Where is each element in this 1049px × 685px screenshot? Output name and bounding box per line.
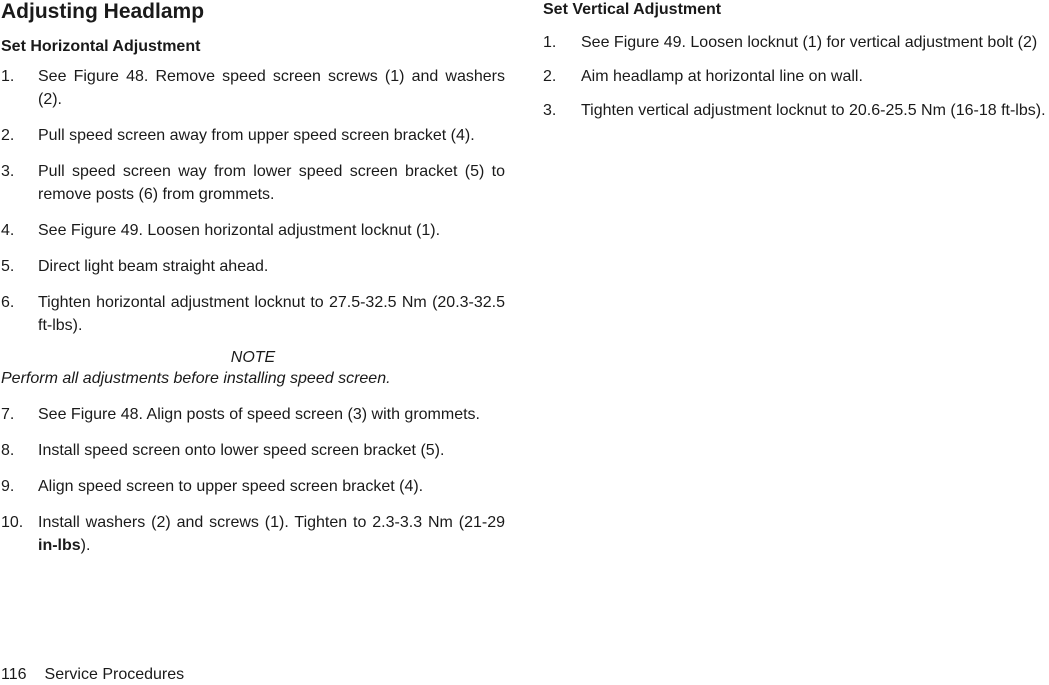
step-text: See Figure 49. Loosen locknut (1) for vertical adjustment bolt (2) [581, 34, 1038, 51]
step-number: 8. [1, 442, 15, 459]
note-label: NOTE [230, 349, 276, 366]
step-text-bold-unit: in-lbs [38, 537, 81, 554]
step-text: See Figure 48. Remove speed screen screws (1) and washers (2). [38, 68, 505, 108]
step-text: Pull speed screen way from lower speed screen bracket (5) to remove posts (6) from grommets. [38, 163, 505, 203]
list-item [1, 219, 505, 242]
list-item [1, 511, 505, 557]
step-number: 3. [543, 102, 557, 119]
note-block [1, 348, 505, 390]
right-column [543, 0, 1049, 122]
list-item [543, 99, 1049, 122]
step-number: 3. [1, 163, 15, 180]
step-number: 1. [543, 34, 557, 51]
step-text: Install speed screen onto lower speed screen bracket (5). [38, 442, 445, 459]
note-text: Perform all adjustments before installing speed screen. [1, 370, 391, 387]
horizontal-adjustment-heading: Set Horizontal Adjustment [1, 38, 201, 55]
footer-section-title: Service Procedures [44, 666, 185, 683]
step-number: 1. [1, 68, 15, 85]
list-item [1, 291, 505, 337]
vertical-steps-list [543, 31, 1049, 122]
step-number: 5. [1, 258, 15, 275]
step-number: 2. [543, 68, 557, 85]
step-text: Tighten vertical adjustment locknut to 20.6-25.5 Nm (16-18 ft-lbs). [581, 102, 1046, 119]
list-item [1, 160, 505, 206]
step-text: See Figure 49. Loosen horizontal adjustment locknut (1). [38, 222, 441, 239]
list-item [1, 124, 505, 147]
step-text: Align speed screen to upper speed screen bracket (4). [38, 478, 424, 495]
vertical-adjustment-heading: Set Vertical Adjustment [543, 1, 722, 18]
step-number: 4. [1, 222, 15, 239]
horizontal-steps-list [1, 65, 505, 337]
step-text-pre: Install washers (2) and screws (1). Tighten to 2.3-3.3 Nm (21-29 [38, 514, 505, 531]
step-text: Direct light beam straight ahead. [38, 258, 269, 275]
page-title: Adjusting Headlamp [1, 0, 205, 23]
left-column [1, 0, 505, 557]
step-text: Tighten horizontal adjustment locknut to 27.5-32.5 Nm (20.3-32.5 ft-lbs). [38, 294, 505, 334]
step-text: Aim headlamp at horizontal line on wall. [581, 68, 863, 85]
list-item [543, 65, 1049, 88]
list-item [1, 65, 505, 111]
step-number: 2. [1, 127, 15, 144]
step-text-post: ). [80, 537, 91, 554]
list-item [1, 439, 505, 462]
list-item [543, 31, 1049, 54]
step-number: 7. [1, 406, 15, 423]
step-number: 10. [1, 514, 24, 531]
list-item [1, 475, 505, 498]
page-number: 116 [1, 666, 27, 683]
list-item [1, 403, 505, 426]
step-text [38, 511, 505, 557]
step-number: 9. [1, 478, 15, 495]
step-number: 6. [1, 294, 15, 311]
step-text: Pull speed screen away from upper speed screen bracket (4). [38, 127, 475, 144]
page-footer [1, 665, 184, 685]
horizontal-steps-list-continued [1, 403, 505, 557]
list-item [1, 255, 505, 278]
step-text: See Figure 48. Align posts of speed screen (3) with grommets. [38, 406, 480, 423]
